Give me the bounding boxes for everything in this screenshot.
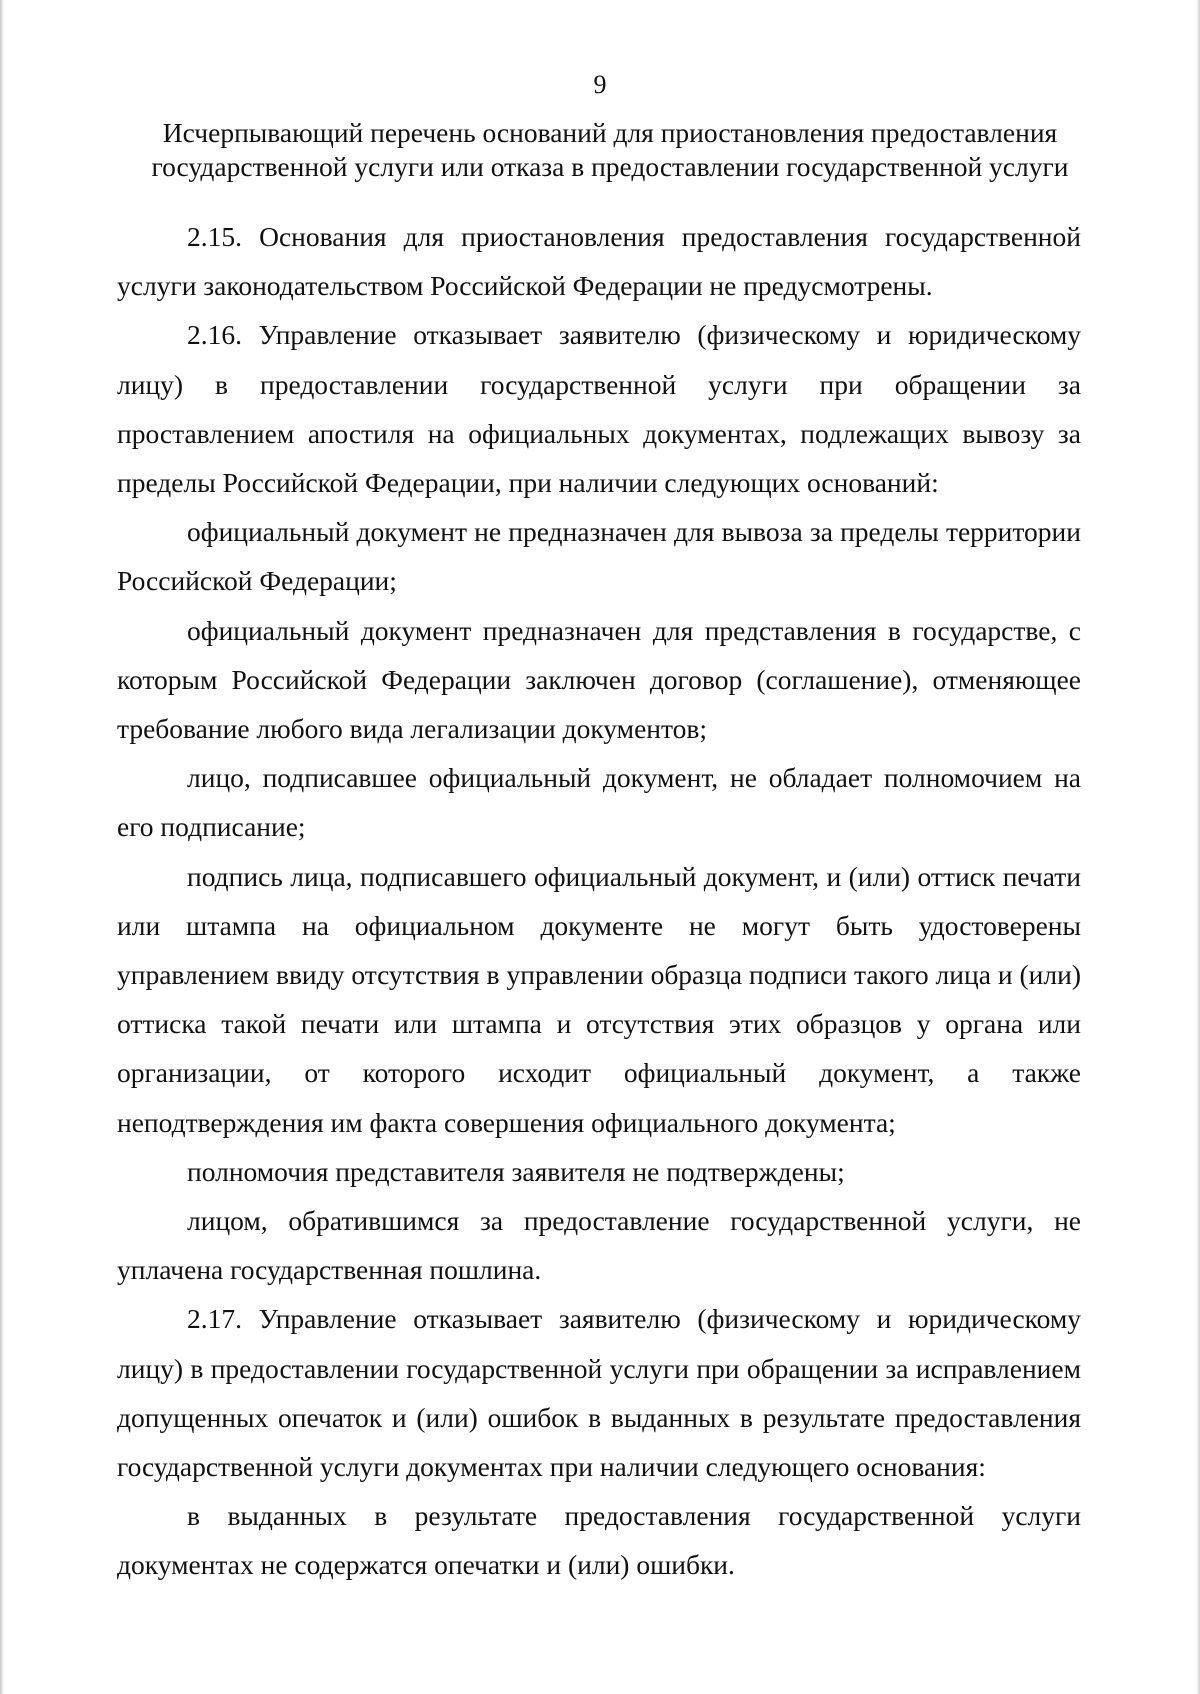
refusal-ground-signature-not-verified: подпись лица, подписавшего официальный документ, и (или) оттиск печати или штампа на официальном документе не могут быть удостоверены управлением ввиду отсутствия в управлении образца подписи такого лица и (или) оттиска такой печати или штампа и отсутствия этих образцов у органа или организации, от которого исходит официальный документ, а также неподтверждения им факта совершения официального документа;: [117, 860, 1081, 1138]
paragraph-2-16: 2.16. Управление отказывает заявителю (физическому и юридическому лицу) в предоставлении государственной услуги при обращении за проставлением апостиля на официальных документах, подлежащих вывозу за пределы Российской Федерации, при наличии следующих оснований:: [117, 319, 1081, 499]
section-heading: [110, 116, 1110, 184]
section-heading-line-1: Исчерпывающий перечень оснований для приостановления предоставления: [162, 117, 1058, 148]
paragraph-2-17: 2.17. Управление отказывает заявителю (физическому и юридическому лицу) в предоставлении государственной услуги при обращении за исправлением допущенных опечаток и (или) ошибок в выданных в результате предоставления государственной услуги документах при наличии следующего основания:: [117, 1303, 1081, 1483]
document-body: [117, 212, 1081, 1590]
refusal-ground-fee-unpaid: лицом, обратившимся за предоставление государственной услуги, не уплачена государственная пошлина.: [117, 1205, 1081, 1286]
refusal-ground-no-errors: в выданных в результате предоставления государственной услуги документах не содержатся опечатки и (или) ошибки.: [117, 1500, 1081, 1581]
refusal-ground-representative: полномочия представителя заявителя не подтверждены;: [187, 1155, 845, 1187]
refusal-ground-not-for-export: официальный документ не предназначен для вывоза за пределы территории Российской Федерации;: [117, 516, 1081, 597]
page-right-edge: [1196, 0, 1200, 1694]
page-number: 9: [593, 70, 607, 99]
refusal-ground-treaty-state: официальный документ предназначен для представления в государстве, с которым Российской Федерации заключен договор (соглашение), отменяющее требование любого вида легализации документов;: [117, 614, 1081, 745]
page-left-edge: [0, 0, 4, 1694]
refusal-ground-no-authority: лицо, подписавшее официальный документ, не обладает полномочием на его подписание;: [117, 762, 1081, 843]
paragraph-2-15: 2.15. Основания для приостановления предоставления государственной услуги законодательством Российской Федерации не предусмотрены.: [117, 221, 1081, 302]
section-heading-line-2: государственной услуги или отказа в предоставлении государственной услуги: [151, 151, 1069, 182]
